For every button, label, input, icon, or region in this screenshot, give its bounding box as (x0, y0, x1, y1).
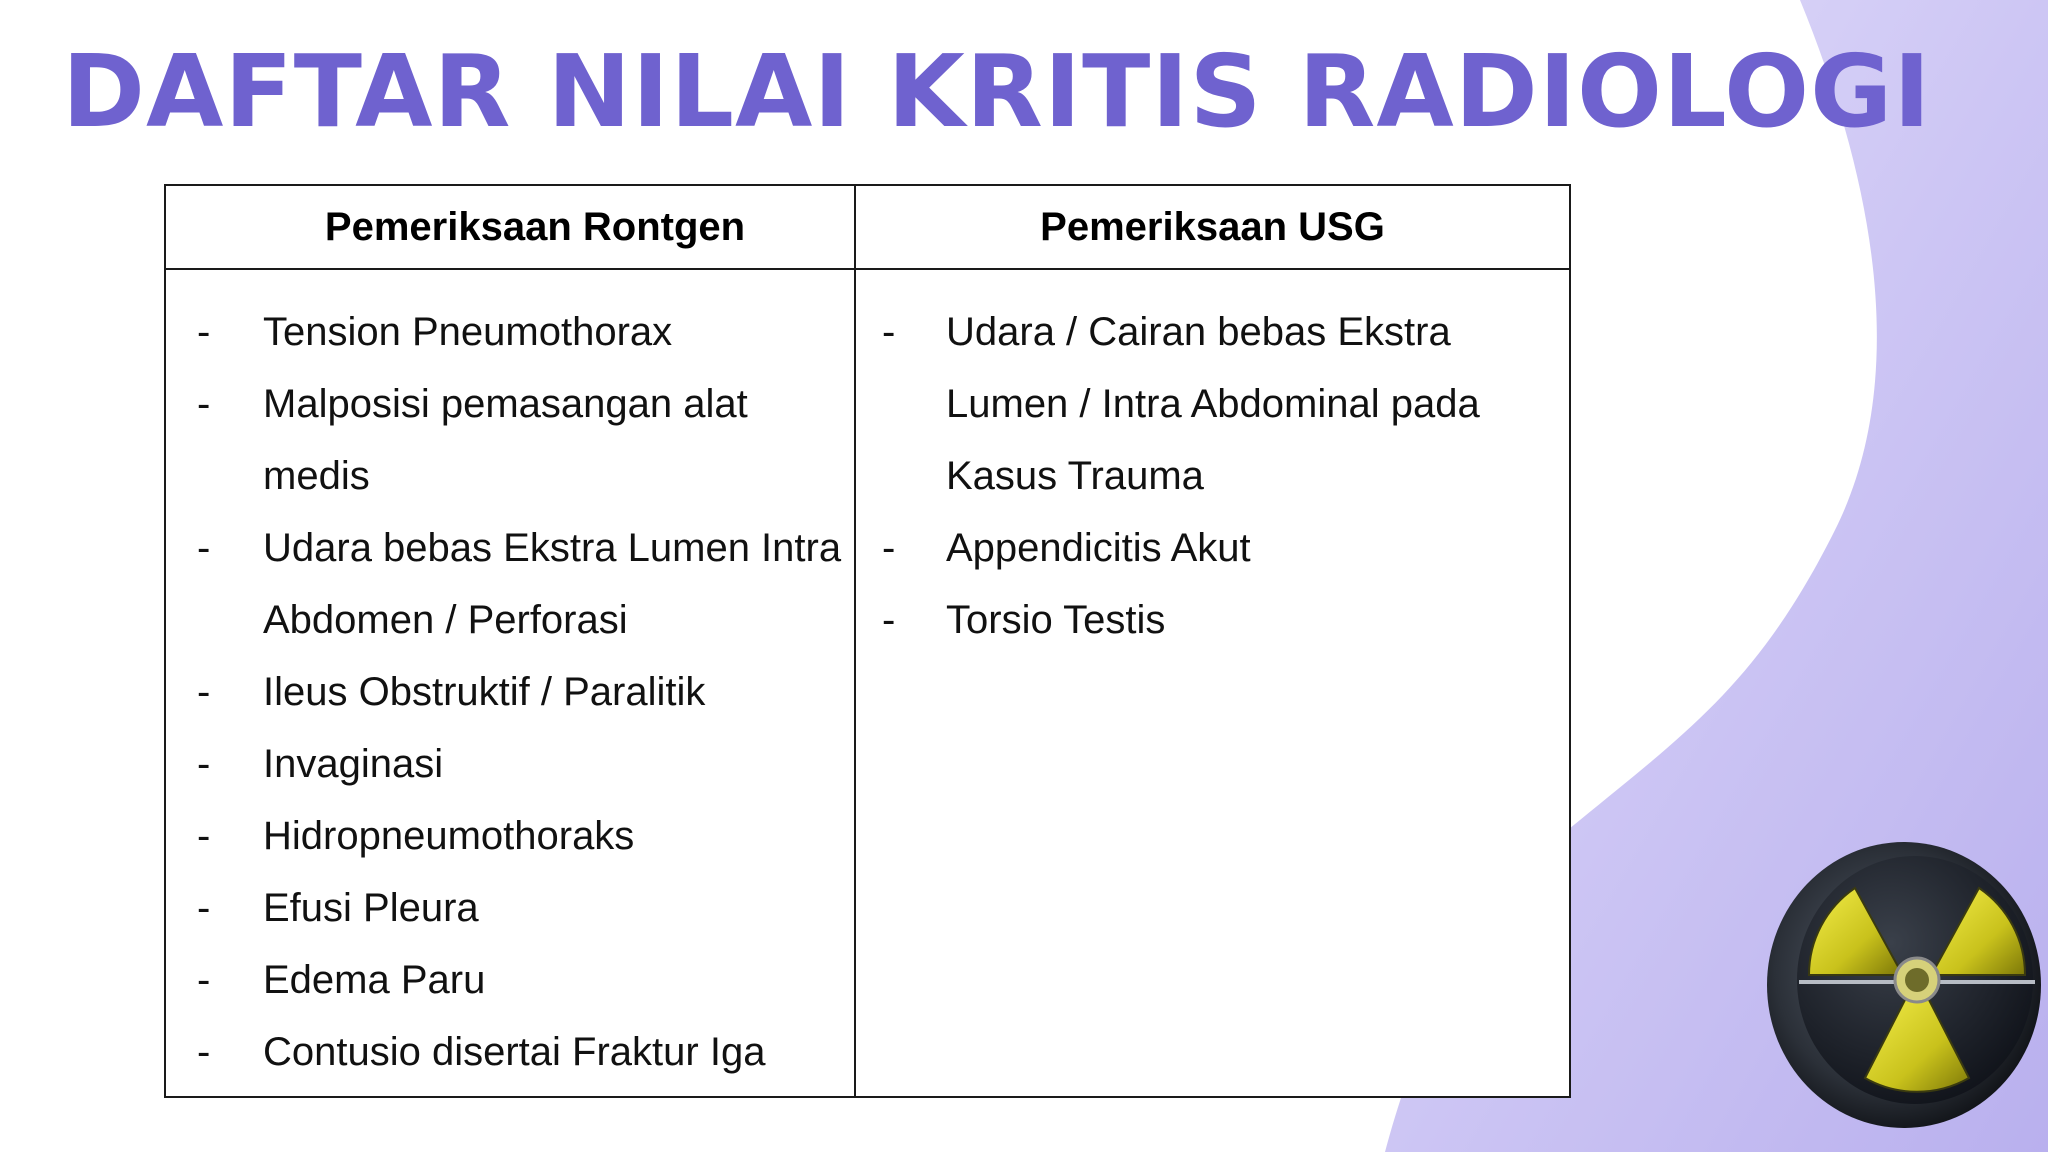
bullet-dash: - (197, 1030, 211, 1074)
list-item (166, 944, 854, 1016)
list-item (166, 728, 854, 800)
slide-title: DAFTAR NILAI KRITIS RADIOLOGI (62, 33, 1932, 150)
radiation-icon (1757, 835, 2042, 1130)
list-item-text: Contusio disertai Fraktur Iga (263, 1030, 766, 1074)
critical-values-table (164, 184, 1571, 1098)
usg-list (856, 296, 1569, 656)
list-item (166, 872, 854, 944)
bullet-dash: - (197, 814, 211, 858)
bullet-dash: - (197, 958, 211, 1002)
bullet-dash: - (882, 598, 896, 642)
list-item-text: Malposisi pemasangan alat medis (263, 382, 748, 498)
list-item-text: Udara / Cairan bebas Ekstra Lumen / Intra Abdominal pada Kasus Trauma (946, 310, 1480, 498)
bullet-dash: - (882, 526, 896, 570)
bullet-dash: - (197, 886, 211, 930)
header-usg: Pemeriksaan USG (856, 186, 1569, 270)
bullet-dash: - (197, 742, 211, 786)
bullet-dash: - (197, 670, 211, 714)
list-item-text: Edema Paru (263, 958, 486, 1002)
rontgen-list (166, 296, 854, 1088)
list-item (856, 584, 1569, 656)
bullet-dash: - (882, 310, 896, 354)
bullet-dash: - (197, 382, 211, 426)
bullet-dash: - (197, 310, 211, 354)
list-item-text: Hidropneumothoraks (263, 814, 635, 858)
list-item-text: Udara bebas Ekstra Lumen Intra Abdomen / Perforasi (263, 526, 842, 642)
list-item-text: Appendicitis Akut (946, 526, 1251, 570)
usg-cell (856, 270, 1569, 1096)
list-item-text: Torsio Testis (946, 598, 1166, 642)
list-item (166, 1016, 854, 1088)
list-item (166, 512, 854, 656)
list-item (856, 512, 1569, 584)
list-item-text: Tension Pneumothorax (263, 310, 673, 354)
rontgen-cell (166, 270, 856, 1096)
list-item-text: Ileus Obstruktif / Paralitik (263, 670, 706, 714)
list-item (166, 656, 854, 728)
list-item (166, 800, 854, 872)
bullet-dash: - (197, 526, 211, 570)
list-item-text: Invaginasi (263, 742, 444, 786)
list-item (166, 368, 854, 512)
header-rontgen: Pemeriksaan Rontgen (166, 186, 856, 270)
list-item (856, 296, 1569, 512)
list-item-text: Efusi Pleura (263, 886, 479, 930)
list-item (166, 296, 854, 368)
